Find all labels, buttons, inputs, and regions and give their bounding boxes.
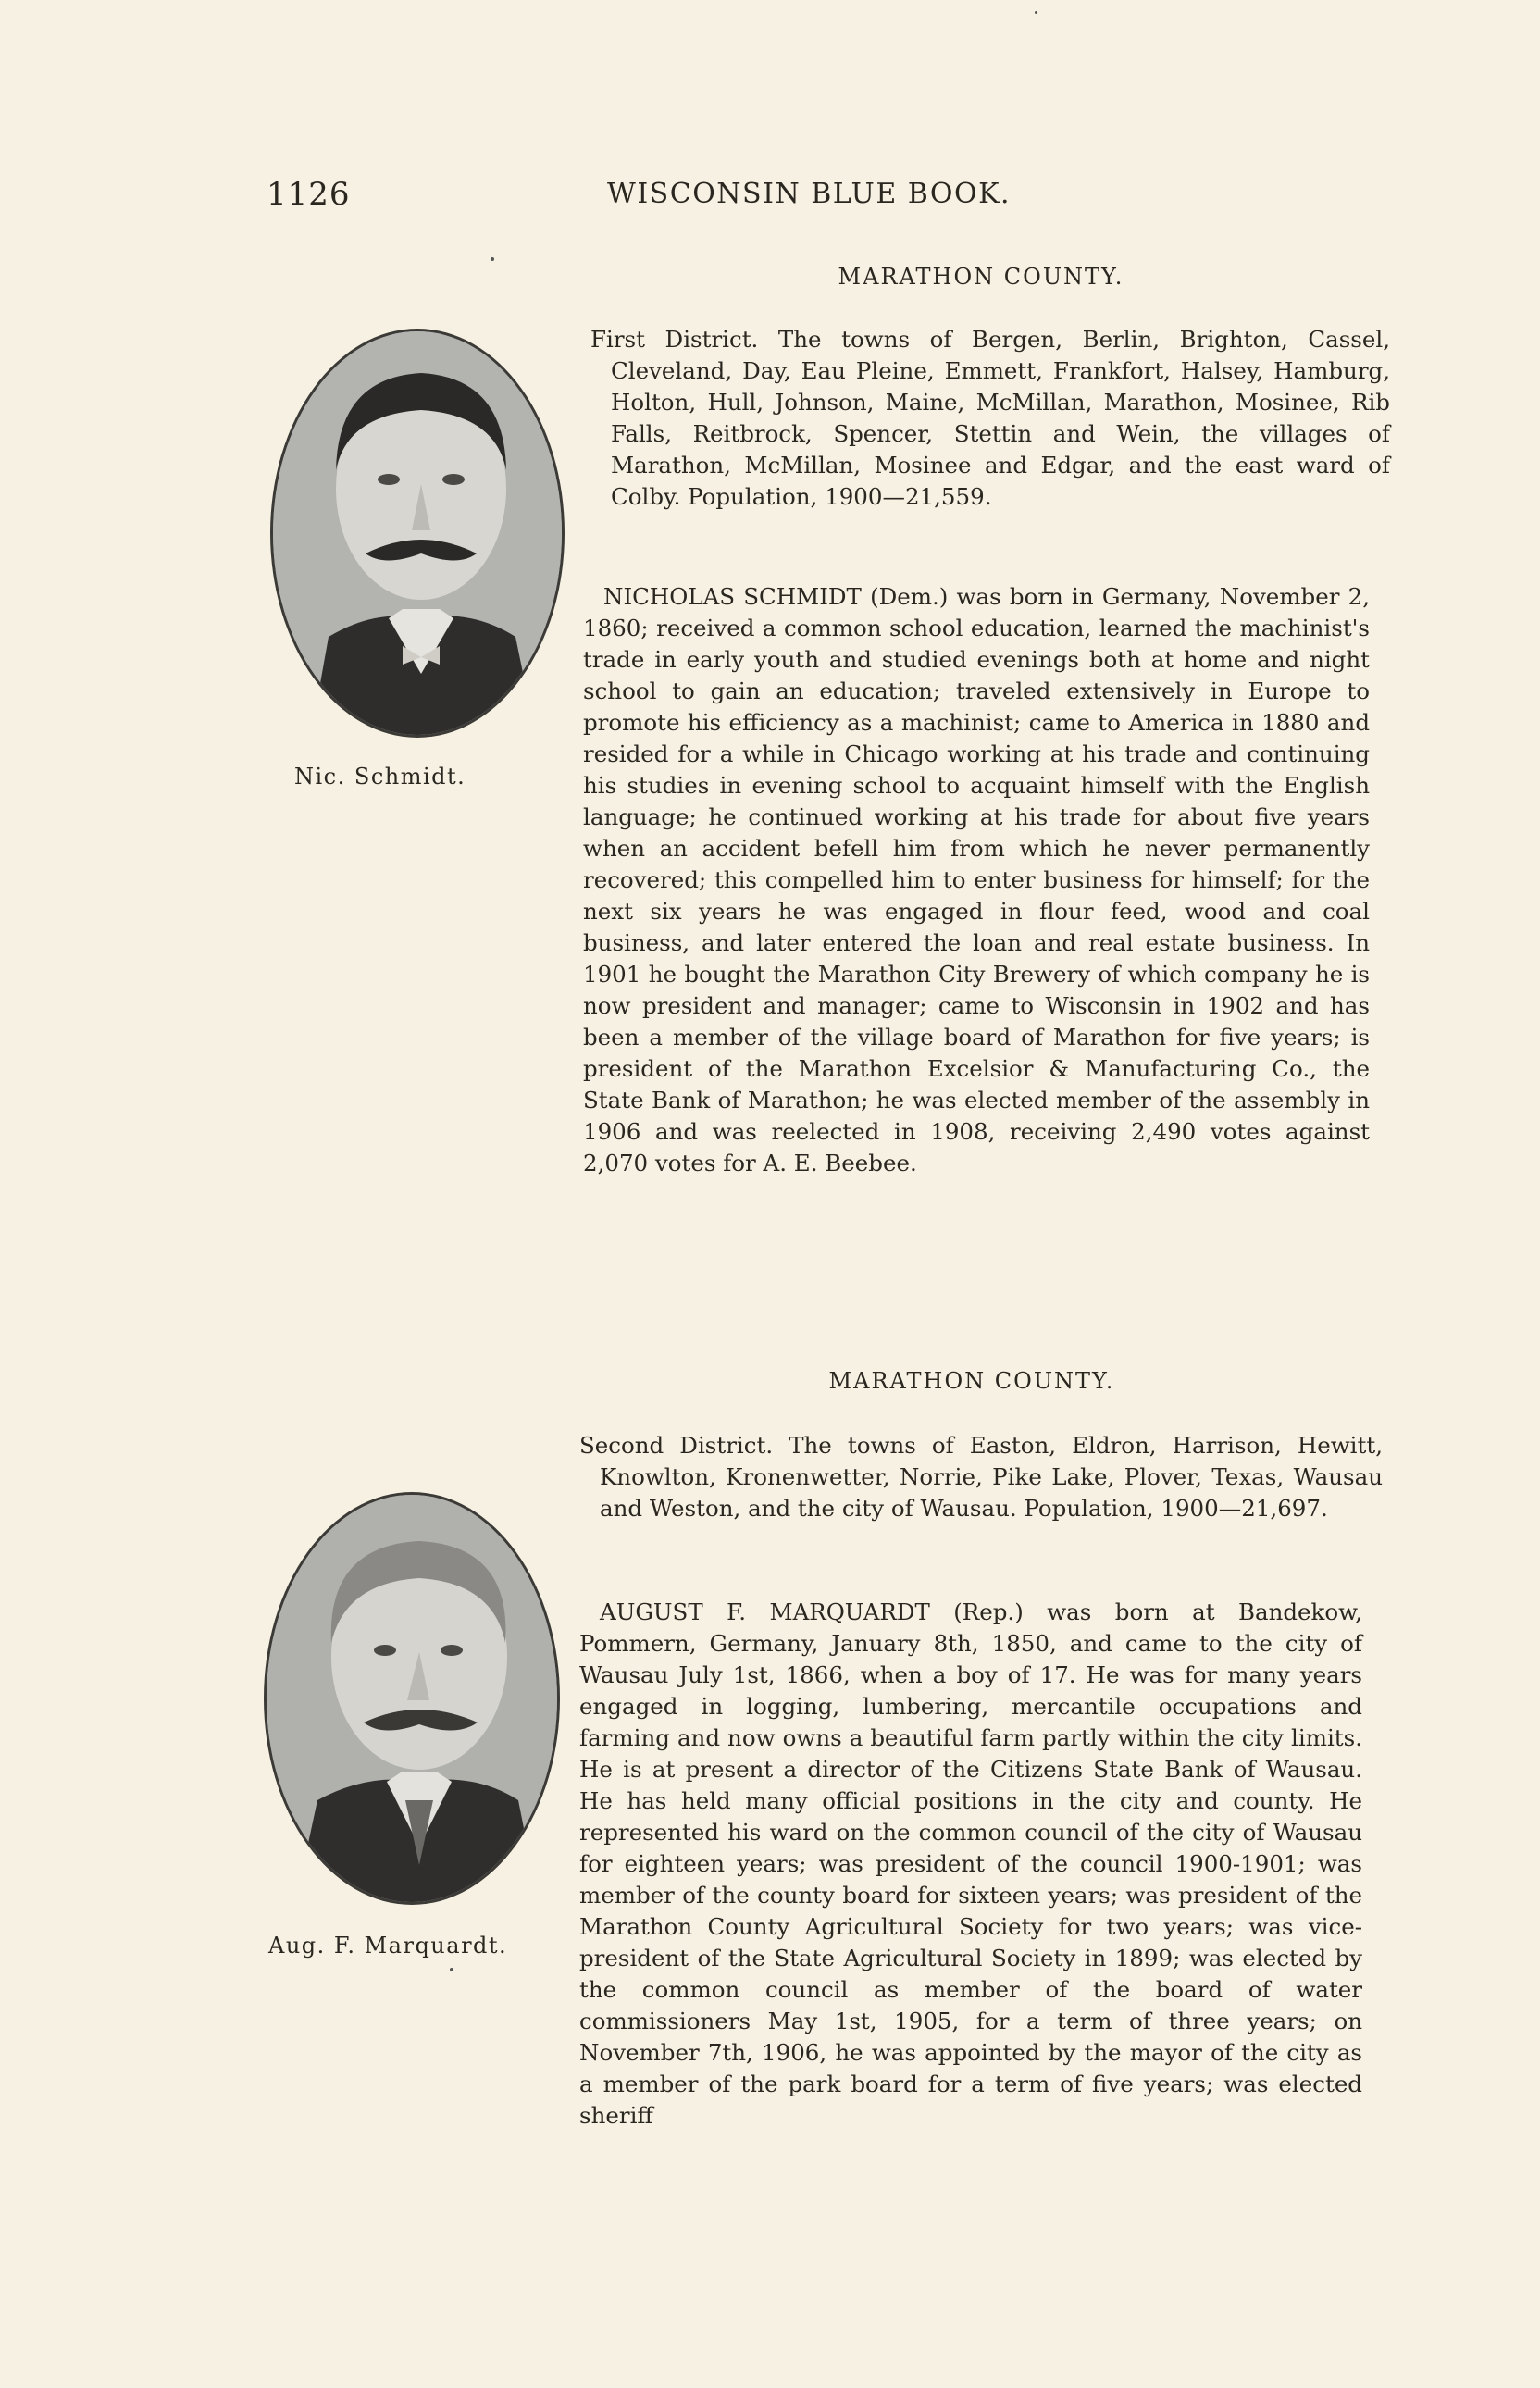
ink-speck (491, 257, 494, 261)
county-heading-first: MARATHON COUNTY. (838, 264, 1124, 290)
portrait-aug-marquardt (264, 1492, 560, 1905)
portrait-nic-schmidt (270, 329, 565, 738)
district-description: Second District. The towns of Easton, Eldron, Harrison, Hewitt, Knowlton, Kronenwetter, Norrie, Pike Lake, Plover, Texas, Wausau and Weston, and the city of Wausau. Population, 1900—21,697. (579, 1432, 1383, 1522)
portrait-photo (273, 331, 565, 738)
district-description: First District. The towns of Bergen, Berlin, Brighton, Cassel, Cleveland, Day, Eau Pleine, Emmett, Frankfort, Halsey, Hamburg, Holton, Hull, Johnson, Maine, McMillan, Marathon, Mosinee, Rib Falls, Reitbrock, Spencer, Stettin and Wein, the villages of Marathon, McMillan, Mosinee and Edgar, and the east ward of Colby. Population, 1900—21,559. (590, 326, 1390, 510)
running-head: WISCONSIN BLUE BOOK. (607, 178, 1012, 210)
biography-paragraph: NICHOLAS SCHMIDT (Dem.) was born in Germany, November 2, 1860; received a common school education, learned the machinist's trade in early youth and studied evenings both at home and night school to gain an education; traveled extensively in Europe to promote his efficiency as a machinist; came to America in 1880 and resided for a while in Chicago working at his trade and continuing his studies in evening school to acquaint himself with the English language; he continued working at his trade for about five years when an accident befell him from which he never permanently recovered; this compelled him to enter business for himself; for the next six years he was engaged in flour feed, wood and coal business, and later entered the loan and real estate business. In 1901 he bought the Marathon City Brewery of which company he is now president and manager; came to Wisconsin in 1902 and has been a member of the village board of Marathon for five years; is president of the Marathon Excelsior & Manufacturing Co., the State Bank of Marathon; he was elected member of the assembly in 1906 and was reelected in 1908, receiving 2,490 votes against 2,070 votes for A. E. Beebee. (583, 583, 1370, 1176)
biography-paragraph: AUGUST F. MARQUARDT (Rep.) was born at Bandekow, Pommern, Germany, January 8th, 1850, and came to the city of Wausau July 1st, 1866, when a boy of 17. He was for many years engaged in logging, lumbering, mercantile occupations and farming and now owns a beautiful farm partly within the city limits. He is at present a director of the Citizens State Bank of Wausau. He has held many official positions in the city and county. He represented his ward on the common council of the city of Wausau for eighteen years; was president of the council 1900-1901; was member of the county board for sixteen years; was president of the Marathon County Agricultural Society for two years; was vice-president of the State Agricultural Society in 1899; was elected by the common council as member of the board of water commissioners May 1st, 1905, for a term of three years; on November 7th, 1906, he was appointed by the mayor of the city as a member of the park board for a term of five years; was elected sheriff (579, 1598, 1362, 2129)
portrait-photo (267, 1495, 560, 1905)
county-heading-second: MARATHON COUNTY. (828, 1368, 1115, 1394)
ink-speck (1035, 11, 1037, 14)
portrait-caption: Aug. F. Marquardt. (268, 1933, 508, 1959)
ink-speck (450, 1968, 453, 1971)
portrait-caption: Nic. Schmidt. (294, 764, 466, 790)
page-number: 1126 (267, 176, 351, 213)
